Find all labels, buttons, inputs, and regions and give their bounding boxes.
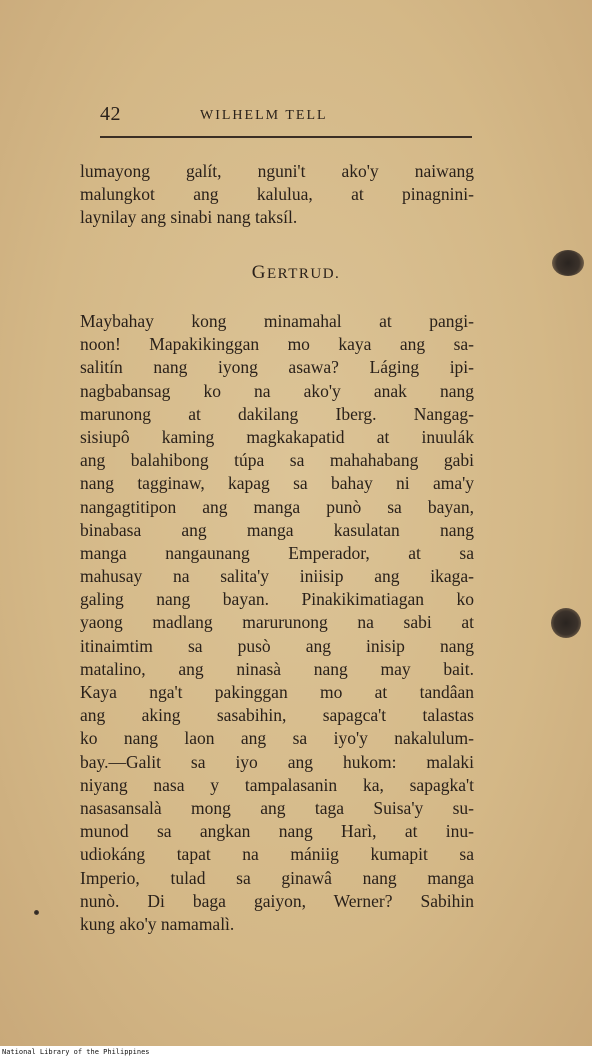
footer-credit: National Library of the Philippines [0, 1046, 592, 1058]
text-line: ko nang laon ang sa iyo'y nakalulum- [80, 728, 474, 749]
speech-paragraph [80, 310, 474, 936]
text-line: itinaimtim sa pusò ang inisip nang [80, 635, 474, 656]
text-line: binabasa ang manga kasulatan nang [80, 519, 474, 540]
text-line: niyang nasa y tampalasanin ka, sapagka't [80, 774, 474, 795]
opening-paragraph [80, 160, 474, 230]
text-line: marunong at dakilang Iberg. Nangag- [80, 403, 474, 424]
text-line: nang tagginaw, kapag sa bahay ni ama'y [80, 473, 474, 494]
text-line: mahusay na salita'y iniisip ang ikaga- [80, 566, 474, 587]
ink-dot-left [34, 910, 39, 915]
text-line: matalino, ang ninasà nang may bait. [80, 658, 474, 679]
text-line: manga nangaunang Emperador, at sa [80, 542, 474, 563]
running-head: WILHELM TELL [200, 108, 328, 123]
text-line: kung ako'y namamalì. [80, 913, 235, 934]
text-line: udiokáng tapat na mániig kumapit sa [80, 844, 474, 865]
ink-blot-middle [551, 608, 581, 638]
text-line: ang balahibong túpa sa mahahabang gabi [80, 450, 474, 471]
text-line: noon! Mapakikinggan mo kaya ang sa- [80, 334, 474, 355]
speaker-name-rest: ERTRUD. [266, 266, 341, 282]
text-line: galing nang bayan. Pinakikimatiagan ko [80, 589, 474, 610]
text-line: laynilay ang sinabi nang taksíl. [80, 207, 298, 228]
page-header [100, 103, 475, 127]
header-rule [100, 136, 472, 138]
text-line: sisiupô kaming magkakapatid at inuulák [80, 426, 474, 447]
text-line: nunò. Di baga gaiyon, Werner? Sabihin [80, 890, 474, 911]
text-line: nasasansalà mong ang taga Suisa'y su- [80, 797, 474, 818]
text-line: salitín nang iyong asawa? Láging ipi- [80, 357, 474, 378]
text-line: ang aking sasabihin, sapagca't talastas [80, 705, 474, 726]
page-number: 42 [100, 103, 121, 125]
text-line: nangagtitipon ang manga punò sa bayan, [80, 496, 474, 517]
speaker-initial: G [251, 262, 267, 283]
text-line: bay.—Galit sa iyo ang hukom: malaki [80, 751, 474, 772]
text-line: lumayong galít, nguni't ako'y naiwang [80, 161, 474, 181]
speaker-heading [0, 262, 592, 284]
text-line: Maybahay kong minamahal at pangi- [80, 311, 474, 331]
text-line: Imperio, tulad sa ginawâ nang manga [80, 867, 474, 888]
text-line: malungkot ang kalulua, at pinagnini- [80, 184, 474, 205]
text-line: yaong madlang marurunong na sabi at [80, 612, 474, 633]
text-line: Kaya nga't pakinggan mo at tandâan [80, 682, 474, 702]
text-line: nagbabansag ko na ako'y anak nang [80, 380, 474, 401]
text-line: munod sa angkan nang Harì, at inu- [80, 821, 474, 842]
ink-blot-upper [552, 250, 584, 276]
